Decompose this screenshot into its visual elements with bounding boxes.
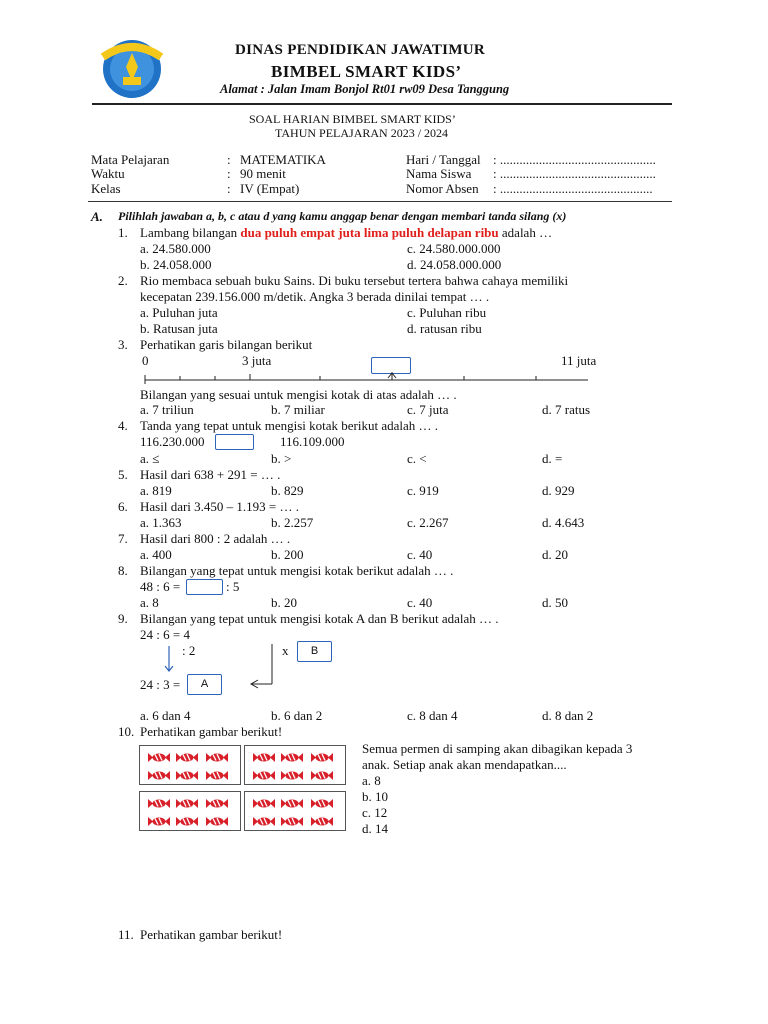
candy-box bbox=[139, 745, 241, 785]
q10-option-b[interactable]: b. 10 bbox=[362, 789, 388, 804]
info-colon: : bbox=[227, 181, 231, 196]
q6-text: Hasil dari 3.450 – 1.193 = … . bbox=[140, 499, 299, 514]
candy-icon bbox=[148, 768, 170, 779]
q4-option-b[interactable]: b. > bbox=[271, 451, 292, 466]
q1-text bbox=[140, 225, 552, 241]
q4-number: 4. bbox=[118, 418, 128, 433]
q10-option-a[interactable]: a. 8 bbox=[362, 773, 381, 788]
q4-option-d[interactable]: d. = bbox=[542, 451, 563, 466]
q3-question: Bilangan yang sesuai untuk mengisi kotak di atas adalah … . bbox=[140, 387, 457, 402]
exam-title: SOAL HARIAN BIMBEL SMART KIDS’ bbox=[249, 112, 456, 126]
candy-icon bbox=[176, 750, 198, 761]
candy-icon bbox=[253, 750, 275, 761]
exam-year: TAHUN PELAJARAN 2023 / 2024 bbox=[275, 126, 449, 140]
q2-option-b[interactable]: b. Ratusan juta bbox=[140, 321, 218, 336]
q9-box-b[interactable]: B bbox=[297, 641, 332, 662]
q5-option-c[interactable]: c. 919 bbox=[407, 483, 439, 498]
q1-option-d[interactable]: d. 24.058.000.000 bbox=[407, 257, 502, 272]
q1-option-b[interactable]: b. 24.058.000 bbox=[140, 257, 212, 272]
q6-option-a[interactable]: a. 1.363 bbox=[140, 515, 182, 530]
header-line2: BIMBEL SMART KIDS’ bbox=[271, 62, 462, 81]
numberline-label-3juta: 3 juta bbox=[242, 353, 272, 368]
info-value-time: 90 menit bbox=[240, 166, 286, 181]
q10-number: 10. bbox=[118, 724, 135, 739]
q9-option-d[interactable]: d. 8 dan 2 bbox=[542, 708, 594, 723]
q4-right-number: 116.109.000 bbox=[280, 434, 345, 449]
q9-option-b[interactable]: b. 6 dan 2 bbox=[271, 708, 323, 723]
info-colon: : bbox=[227, 166, 231, 181]
candy-icon bbox=[281, 796, 303, 807]
section-instruction: Pilihlah jawaban a, b, c atau d yang kamu anggap benar dengan membari tanda silang (x) bbox=[118, 209, 567, 223]
numberline-label-0: 0 bbox=[142, 353, 149, 368]
q1-number: 1. bbox=[118, 225, 128, 240]
q5-option-d[interactable]: d. 929 bbox=[542, 483, 575, 498]
info-label-date: Hari / Tanggal bbox=[406, 152, 481, 167]
q1-option-a[interactable]: a. 24.580.000 bbox=[140, 241, 211, 256]
q8-option-d[interactable]: d. 50 bbox=[542, 595, 568, 610]
q5-number: 5. bbox=[118, 467, 128, 482]
candy-icon bbox=[281, 750, 303, 761]
candy-icon bbox=[253, 814, 275, 825]
q3-text: Perhatikan garis bilangan berikut bbox=[140, 337, 313, 352]
section-label: A. bbox=[91, 209, 103, 224]
info-value-subject: MATEMATIKA bbox=[240, 152, 326, 167]
q2-text-line2: kecepatan 239.156.000 m/detik. Angka 3 berada dinilai tempat … . bbox=[140, 289, 490, 304]
q9-option-a[interactable]: a. 6 dan 4 bbox=[140, 708, 191, 723]
q6-option-d[interactable]: d. 4.643 bbox=[542, 515, 585, 530]
info-field-date[interactable]: : ................................................ bbox=[493, 152, 656, 167]
q6-number: 6. bbox=[118, 499, 128, 514]
candy-box bbox=[244, 745, 346, 785]
q5-option-b[interactable]: b. 829 bbox=[271, 483, 304, 498]
q4-option-a[interactable]: a. ≤ bbox=[140, 451, 160, 466]
q10-option-d[interactable]: d. 14 bbox=[362, 821, 388, 836]
q8-answer-box[interactable] bbox=[186, 579, 223, 595]
candy-icon bbox=[206, 750, 228, 761]
candy-icon bbox=[176, 768, 198, 779]
candy-icon bbox=[311, 814, 333, 825]
candy-icon bbox=[176, 796, 198, 807]
candy-icon bbox=[253, 796, 275, 807]
candy-box bbox=[244, 791, 346, 831]
q7-number: 7. bbox=[118, 531, 128, 546]
q9-divide-label: : 2 bbox=[182, 643, 196, 658]
info-value-class: IV (Empat) bbox=[240, 181, 300, 196]
q2-text-line1: Rio membaca sebuah buku Sains. Di buku tersebut tertera bahwa cahaya memiliki bbox=[140, 273, 569, 288]
q3-number: 3. bbox=[118, 337, 128, 352]
q8-option-c[interactable]: c. 40 bbox=[407, 595, 433, 610]
info-field-absen[interactable]: : ............................................... bbox=[493, 181, 653, 196]
candy-icon bbox=[281, 814, 303, 825]
q7-option-b[interactable]: b. 200 bbox=[271, 547, 304, 562]
q9-equation-1: 24 : 6 = 4 bbox=[140, 627, 190, 642]
info-label-time: Waktu bbox=[91, 166, 125, 181]
q1-option-c[interactable]: c. 24.580.000.000 bbox=[407, 241, 501, 256]
candy-icon bbox=[148, 796, 170, 807]
q9-number: 9. bbox=[118, 611, 128, 626]
q3-option-b[interactable]: b. 7 miliar bbox=[271, 402, 325, 417]
q10-desc-line1: Semua permen di samping akan dibagikan kepada 3 bbox=[362, 741, 633, 756]
q3-option-c[interactable]: c. 7 juta bbox=[407, 402, 449, 417]
q1-highlight: dua puluh empat juta lima puluh delapan ribu bbox=[240, 225, 499, 240]
candy-icon bbox=[206, 814, 228, 825]
candy-icon bbox=[148, 750, 170, 761]
header-address: Alamat : Jalan Imam Bonjol Rt01 rw09 Desa Tanggung bbox=[220, 82, 510, 96]
q9-equation-2: 24 : 3 = bbox=[140, 677, 181, 692]
q2-option-a[interactable]: a. Puluhan juta bbox=[140, 305, 218, 320]
numberline-label-11juta: 11 juta bbox=[561, 353, 597, 368]
candy-icon bbox=[253, 768, 275, 779]
q10-option-c[interactable]: c. 12 bbox=[362, 805, 388, 820]
q7-text: Hasil dari 800 : 2 adalah … . bbox=[140, 531, 291, 546]
candy-image bbox=[139, 745, 349, 835]
info-label-subject: Mata Pelajaran bbox=[91, 152, 170, 167]
q2-option-c[interactable]: c. Puluhan ribu bbox=[407, 305, 487, 320]
candy-icon bbox=[281, 768, 303, 779]
q7-option-c[interactable]: c. 40 bbox=[407, 547, 433, 562]
q4-left-number: 116.230.000 bbox=[140, 434, 205, 449]
q10-text: Perhatikan gambar berikut! bbox=[140, 724, 283, 739]
candy-box bbox=[139, 791, 241, 831]
q8-option-a[interactable]: a. 8 bbox=[140, 595, 159, 610]
q9-text: Bilangan yang tepat untuk mengisi kotak A dan B berikut adalah … . bbox=[140, 611, 499, 626]
q3-option-d[interactable]: d. 7 ratus bbox=[542, 402, 591, 417]
info-label-class: Kelas bbox=[91, 181, 121, 196]
q8-option-b[interactable]: b. 20 bbox=[271, 595, 297, 610]
candy-icon bbox=[176, 814, 198, 825]
q5-text: Hasil dari 638 + 291 = … . bbox=[140, 467, 281, 482]
q1-text-post: adalah … bbox=[498, 225, 553, 240]
q6-option-c[interactable]: c. 2.267 bbox=[407, 515, 449, 530]
q7-option-d[interactable]: d. 20 bbox=[542, 547, 568, 562]
info-label-name: Nama Siswa bbox=[406, 166, 472, 181]
q8-equation-right: : 5 bbox=[226, 579, 240, 594]
q4-option-c[interactable]: c. < bbox=[407, 451, 427, 466]
q8-text: Bilangan yang tepat untuk mengisi kotak berikut adalah … . bbox=[140, 563, 454, 578]
candy-icon bbox=[311, 768, 333, 779]
header-line1: DINAS PENDIDIKAN JAWATIMUR bbox=[235, 42, 486, 58]
q6-option-b[interactable]: b. 2.257 bbox=[271, 515, 314, 530]
candy-icon bbox=[148, 814, 170, 825]
candy-icon bbox=[206, 796, 228, 807]
q10-desc-line2: anak. Setiap anak akan mendapatkan.... bbox=[362, 757, 567, 772]
info-label-absen: Nomor Absen bbox=[406, 181, 479, 196]
q7-option-a[interactable]: a. 400 bbox=[140, 547, 172, 562]
number-line bbox=[140, 370, 600, 386]
candy-icon bbox=[311, 796, 333, 807]
q3-option-a[interactable]: a. 7 triliun bbox=[140, 402, 194, 417]
logo bbox=[93, 37, 171, 99]
q1-text-pre: Lambang bilangan bbox=[140, 225, 241, 240]
q8-number: 8. bbox=[118, 563, 128, 578]
q9-multiply-label: x bbox=[282, 643, 289, 658]
candy-icon bbox=[311, 750, 333, 761]
q9-option-c[interactable]: c. 8 dan 4 bbox=[407, 708, 458, 723]
info-field-name[interactable]: : ................................................ bbox=[493, 166, 656, 181]
q9-box-a[interactable]: A bbox=[187, 674, 222, 695]
info-divider bbox=[88, 201, 672, 202]
q11-text: Perhatikan gambar berikut! bbox=[140, 927, 283, 942]
q5-option-a[interactable]: a. 819 bbox=[140, 483, 172, 498]
header-divider bbox=[92, 103, 672, 105]
info-colon: : bbox=[227, 152, 231, 167]
q2-number: 2. bbox=[118, 273, 128, 288]
q8-equation-left: 48 : 6 = bbox=[140, 579, 181, 594]
q2-option-d[interactable]: d. ratusan ribu bbox=[407, 321, 482, 336]
q4-text: Tanda yang tepat untuk mengisi kotak berikut adalah … . bbox=[140, 418, 439, 433]
q11-number: 11. bbox=[118, 927, 134, 942]
candy-icon bbox=[206, 768, 228, 779]
q4-answer-box[interactable] bbox=[215, 434, 254, 450]
